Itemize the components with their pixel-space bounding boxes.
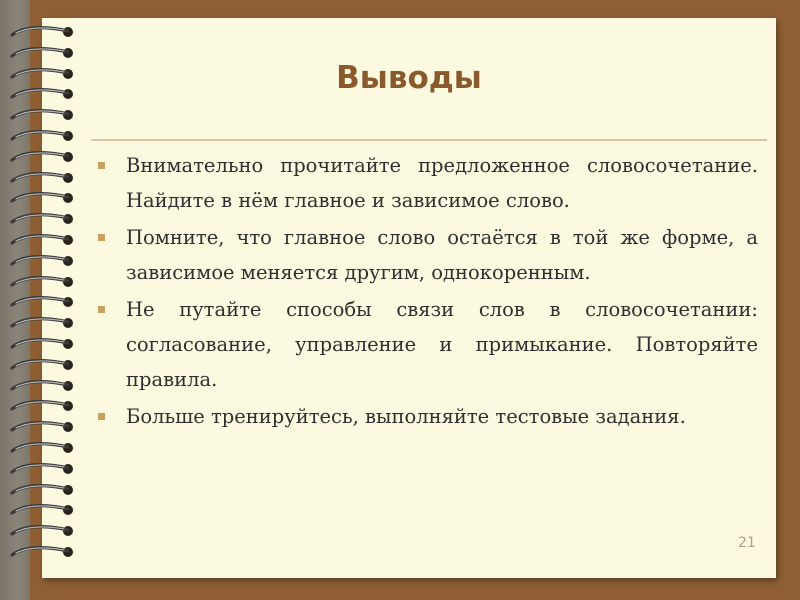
- spiral-ring-icon: [6, 190, 76, 206]
- spiral-ring-icon: [6, 482, 76, 498]
- spiral-ring-icon: [6, 440, 76, 456]
- bullet-text: Больше тренируйтесь, выполняйте тестовые задания.: [126, 405, 686, 428]
- bullet-text: Не путайте способы связи слов в словосочетании: согласование, управление и примыкание. Повторяйте правила.: [126, 298, 758, 391]
- bullet-item: [98, 148, 758, 218]
- spiral-ring-icon: [6, 211, 76, 227]
- spiral-ring-icon: [6, 107, 76, 123]
- bullet-item: [98, 399, 758, 434]
- title-divider: [91, 139, 767, 141]
- spiral-ring-icon: [6, 398, 76, 414]
- spiral-ring-icon: [6, 128, 76, 144]
- bullet-marker-icon: [98, 234, 105, 241]
- spiral-ring-icon: [6, 253, 76, 269]
- bullet-marker-icon: [98, 306, 105, 313]
- page-number: 21: [738, 535, 756, 551]
- spiral-ring-icon: [6, 378, 76, 394]
- spiral-ring-icon: [6, 274, 76, 290]
- spiral-ring-icon: [6, 502, 76, 518]
- spiral-ring-icon: [6, 357, 76, 373]
- spiral-ring-icon: [6, 315, 76, 331]
- spiral-ring-icon: [6, 336, 76, 352]
- bullet-item: [98, 292, 758, 397]
- bullet-item: [98, 220, 758, 290]
- spiral-ring-icon: [6, 544, 76, 560]
- spiral-ring-icon: [6, 294, 76, 310]
- bullet-marker-icon: [98, 413, 105, 420]
- spiral-ring-icon: [6, 523, 76, 539]
- slide-title: Выводы: [336, 60, 482, 96]
- bullet-marker-icon: [98, 162, 105, 169]
- spiral-ring-icon: [6, 461, 76, 477]
- spiral-ring-icon: [6, 24, 76, 40]
- spiral-ring-icon: [6, 45, 76, 61]
- spiral-ring-icon: [6, 419, 76, 435]
- spiral-ring-icon: [6, 232, 76, 248]
- bullet-text: Внимательно прочитайте предложенное словосочетание. Найдите в нём главное и зависимое слово.: [126, 154, 758, 212]
- spiral-ring-icon: [6, 149, 76, 165]
- spiral-ring-icon: [6, 170, 76, 186]
- bullet-text: Помните, что главное слово остаётся в той же форме, а зависимое меняется другим, однокоренным.: [126, 226, 758, 284]
- bullet-list: [98, 148, 758, 436]
